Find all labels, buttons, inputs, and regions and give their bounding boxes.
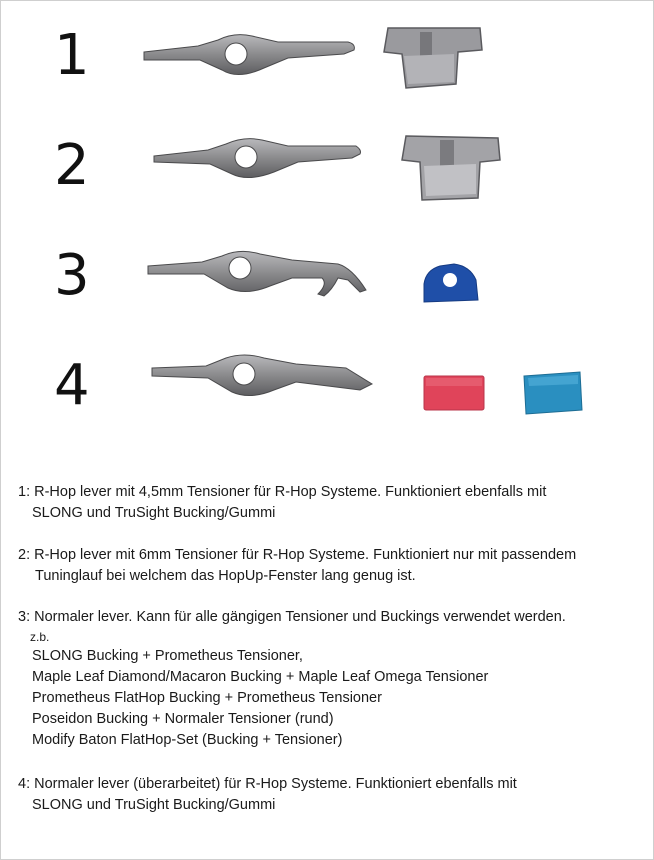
description-3-line-1: 3: Normaler lever. Kann für alle gängigen Tensioner und Buckings verwendet werden. bbox=[18, 609, 566, 625]
row-number-2: 2 bbox=[54, 133, 90, 198]
description-2 bbox=[18, 545, 576, 587]
description-3-item-4: Poseidon Bucking + Normaler Tensioner (rund) bbox=[32, 711, 334, 727]
tensioner-2-image bbox=[398, 132, 504, 204]
description-1-line-2: SLONG und TruSight Bucking/Gummi bbox=[32, 505, 276, 521]
tensioner-3-image bbox=[420, 262, 482, 304]
tensioner-4a-image bbox=[422, 374, 486, 412]
lever-4-image bbox=[146, 352, 376, 406]
row-number-4: 4 bbox=[54, 353, 90, 418]
description-1-line-1: 1: R-Hop lever mit 4,5mm Tensioner für R-Hop Systeme. Funktioniert ebenfalls mit bbox=[18, 484, 547, 500]
description-3-item-1: SLONG Bucking + Prometheus Tensioner, bbox=[32, 648, 303, 664]
tensioner-4b-image bbox=[520, 370, 586, 416]
tensioner-1-image bbox=[380, 24, 486, 92]
row-number-1: 1 bbox=[54, 23, 90, 88]
lever-2-image bbox=[148, 132, 364, 186]
lever-1-image bbox=[138, 28, 360, 84]
description-4-line-1: 4: Normaler lever (überarbeitet) für R-Hop Systeme. Funktioniert ebenfalls mit bbox=[18, 776, 517, 792]
description-4-line-2: SLONG und TruSight Bucking/Gummi bbox=[32, 797, 276, 813]
description-3-zb: z.b. bbox=[30, 630, 50, 644]
description-4 bbox=[18, 774, 517, 816]
description-3-item-5: Modify Baton FlatHop-Set (Bucking + Tensioner) bbox=[32, 732, 343, 748]
lever-3-image bbox=[142, 246, 372, 302]
row-number-3: 3 bbox=[54, 243, 90, 308]
description-3-item-2: Maple Leaf Diamond/Macaron Bucking + Maple Leaf Omega Tensioner bbox=[32, 669, 489, 685]
description-2-line-1: 2: R-Hop lever mit 6mm Tensioner für R-Hop Systeme. Funktioniert nur mit passendem bbox=[18, 547, 577, 563]
description-1 bbox=[18, 482, 546, 524]
description-2-line-2: Tuninglauf bei welchem das HopUp-Fenster lang genug ist. bbox=[35, 568, 416, 584]
description-3-item-3: Prometheus FlatHop Bucking + Prometheus Tensioner bbox=[32, 690, 382, 706]
description-3 bbox=[18, 607, 566, 751]
